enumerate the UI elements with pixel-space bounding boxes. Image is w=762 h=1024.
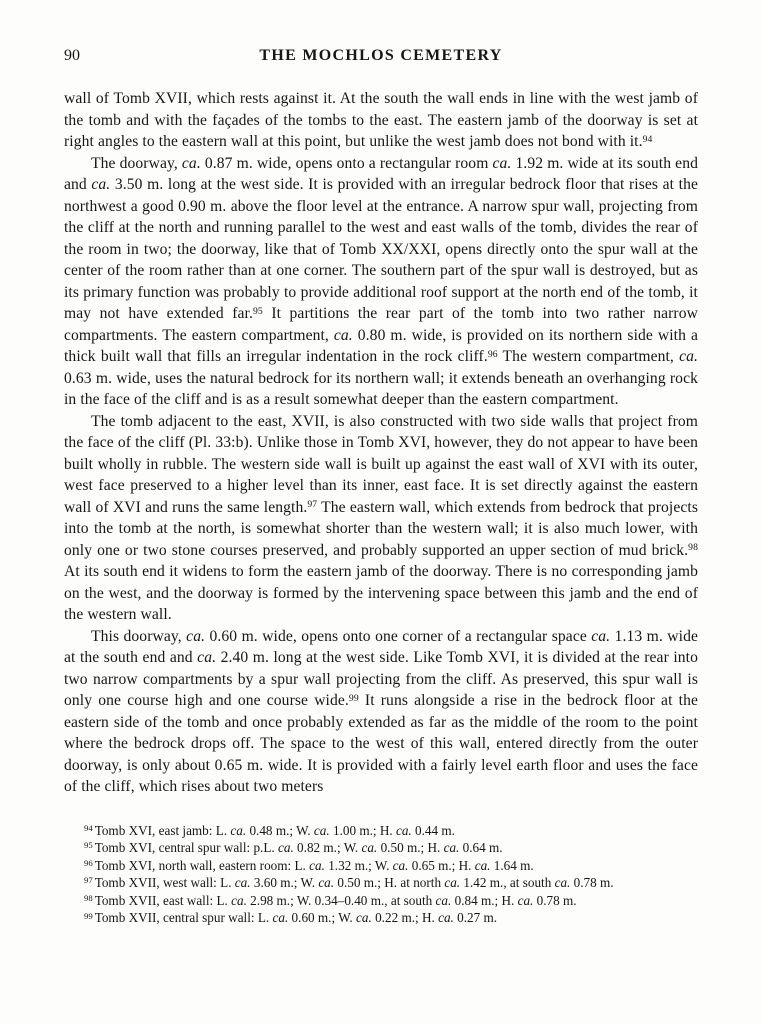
text-run: The western compartment, <box>497 348 680 365</box>
text-run: It partitions the rear part of the tomb into two rather narrow compartments. The eastern compartment, <box>64 305 698 344</box>
text-run: 0.27 m. <box>453 910 498 926</box>
body-text <box>64 88 698 798</box>
text-run: 3.60 m.; W. <box>250 875 319 891</box>
italic-text: ca. <box>438 910 454 926</box>
italic-text: ca. <box>278 840 294 856</box>
text-run: Tomb XVI, central spur wall: p.L. <box>94 840 278 856</box>
text-run: 0.80 m. wide, is provided on its northern side with a thick built wall that fills an irregular indentation in the rock cliff. <box>64 326 698 365</box>
text-run: 0.87 m. wide, opens onto a rectangular room <box>200 154 493 172</box>
footnote-reference: 98 <box>688 542 698 554</box>
text-run: Tomb XVII, east wall: L. <box>94 892 232 908</box>
text-run: 0.60 m.; W. <box>288 910 357 926</box>
text-run: 1.00 m.; H. <box>329 822 396 838</box>
running-title: THE MOCHLOS CEMETERY <box>259 47 503 64</box>
text-run: Tomb XVI, east jamb: L. <box>94 822 231 838</box>
text-run: 2.40 m. long at the west side. Like Tomb XVI, it is divided at the rear into two narrow compartments by a spur wall projecting from the cliff. As preserved, this spur wall is only one course high and one course wide. <box>64 649 699 709</box>
text-run: 0.78 m. <box>533 892 577 908</box>
paragraph <box>64 411 698 626</box>
italic-text: ca. <box>356 910 372 926</box>
italic-text: ca. <box>231 892 247 908</box>
italic-text: ca. <box>309 857 325 873</box>
italic-text: ca. <box>333 326 353 344</box>
page-number: 90 <box>64 47 80 64</box>
text-run: Tomb XVII, central spur wall: L. <box>94 910 273 926</box>
italic-text: ca. <box>444 875 461 891</box>
text-run: 0.82 m.; W. <box>293 840 362 856</box>
italic-text: ca. <box>492 154 512 172</box>
text-run: This doorway, <box>91 627 187 645</box>
page-header <box>64 46 698 66</box>
footnote-reference: 94 <box>642 133 653 145</box>
text-run: The tomb adjacent to the east, XVII, is also constructed with two side walls that project from the face of the cliff (Pl. 33:b). Unlike those in Tomb XVI, however, they do not appear to have been built wholly in rubble. The western side wall is built up against the east wall of XVI with its outer, west face preserved to a higher level than its inner, east face. It is set directly against the eastern wall of XVI and runs the same length. <box>64 412 698 516</box>
footnote <box>64 822 698 840</box>
italic-text: ca. <box>313 822 330 838</box>
text-run: 0.44 m. <box>411 822 455 838</box>
footnote-number: 98 <box>84 892 93 903</box>
italic-text: ca. <box>395 822 412 838</box>
text-run: 1.92 m. wide at its south end and <box>64 154 698 193</box>
footnote-reference: 99 <box>348 692 359 704</box>
footnote-reference: 95 <box>252 305 263 317</box>
text-run: The doorway, <box>91 154 182 172</box>
italic-text: ca. <box>318 875 335 891</box>
paragraph <box>64 153 698 411</box>
italic-text: ca. <box>443 840 460 856</box>
italic-text: ca. <box>197 649 217 666</box>
italic-text: ca. <box>234 875 251 891</box>
paragraph <box>64 88 698 153</box>
footnote-number: 94 <box>84 822 93 833</box>
italic-text: ca. <box>679 348 698 365</box>
text-run: 0.60 m. wide, opens onto one corner of a rectangular space <box>205 627 592 645</box>
footnote-number: 99 <box>84 910 93 921</box>
footnote <box>64 839 698 857</box>
text-run: 0.84 m.; H. <box>451 892 518 908</box>
italic-text: ca. <box>361 840 378 856</box>
italic-text: ca. <box>181 154 201 172</box>
text-run: 3.50 m. long at the west side. It is provided with an irregular bedrock floor that rises at the northwest a good 0.90 m. above the floor level at the entrance. A narrow spur wall, projecting from the cliff at the north and running parallel to the west and east walls of the tomb, divides the rear of the room in two; the doorway, like that of Tomb XX/XXI, opens directly onto the spur wall at the center of the room rather than at one corner. The southern part of the spur wall is destroyed, but as its primary function was probably to provide additional roof support at the north end of the tomb, it may not have extended far. <box>64 176 698 322</box>
italic-text: ca. <box>591 627 611 645</box>
paragraph <box>64 626 698 798</box>
footnote-reference: 97 <box>307 499 318 511</box>
text-run: 2.98 m.; W. 0.34–0.40 m., at south <box>246 892 436 908</box>
text-run: 0.63 m. wide, uses the natural bedrock for its northern wall; it extends beneath an overhanging rock in the face of the cliff and is as a result somewhat deeper than the eastern compartment. <box>64 369 698 408</box>
footnote-reference: 96 <box>487 348 498 360</box>
text-run: Tomb XVI, north wall, eastern room: L. <box>94 857 310 873</box>
text-run: 0.65 m.; H. <box>408 857 475 873</box>
text-run: wall of Tomb XVII, which rests against it. At the south the wall ends in line with the west jamb of the tomb and with the façades of the tombs to the east. The eastern jamb of the doorway is set at right angles to the eastern wall at this point, but unlike the west jamb does not bond with it. <box>64 90 698 150</box>
text-run: 1.42 m., at south <box>460 875 555 891</box>
italic-text: ca. <box>272 910 289 926</box>
italic-text: ca. <box>517 892 534 908</box>
footnote-number: 96 <box>84 857 93 868</box>
text-run: 0.64 m. <box>459 840 503 856</box>
footnote <box>64 892 698 910</box>
text-run: At its south end it widens to form the eastern jamb of the doorway. There is no corresponding jamb on the west, and the doorway is formed by the intervening space between this jamb and the end of the western wall. <box>64 563 698 623</box>
italic-text: ca. <box>91 176 111 193</box>
footnote <box>64 874 698 892</box>
text-run: 0.50 m.; H. <box>377 840 444 856</box>
italic-text: ca. <box>474 857 491 873</box>
italic-text: ca. <box>392 857 409 873</box>
text-run: 1.64 m. <box>490 857 534 873</box>
text-run: 0.48 m.; W. <box>246 822 314 838</box>
italic-text: ca. <box>435 892 452 908</box>
italic-text: ca. <box>186 627 206 645</box>
italic-text: ca. <box>230 822 247 838</box>
text-run: 0.22 m.; H. <box>371 910 439 926</box>
text-run: 1.13 m. wide at the south end and <box>64 627 698 666</box>
italic-text: ca. <box>554 875 571 891</box>
text-run: It runs alongside a rise in the bedrock floor at the eastern side of the tomb and once probably extended as far as the middle of the room to the point where the bedrock drops off. The space to the west of this wall, entered directly from the outer doorway, is only about 0.65 m. wide. It is provided with a fairly level earth floor and uses the face of the cliff, which rises about two meters <box>64 692 698 795</box>
text-run: 0.78 m. <box>570 875 614 891</box>
footnote <box>64 857 698 875</box>
footnote-number: 97 <box>84 875 93 886</box>
footnotes <box>64 822 698 928</box>
text-run: 1.32 m.; W. <box>324 857 393 873</box>
text-run: 0.50 m.; H. at north <box>334 875 445 891</box>
footnote <box>64 909 698 927</box>
footnote-number: 95 <box>84 840 93 851</box>
text-run: The eastern wall, which extends from bedrock that projects into the tomb at the north, is somewhat shorter than the western wall; it is also much lower, with only one or two stone courses preserved, and probably supported an upper section of mud brick. <box>64 498 698 559</box>
text-run: Tomb XVII, west wall: L. <box>94 875 235 891</box>
